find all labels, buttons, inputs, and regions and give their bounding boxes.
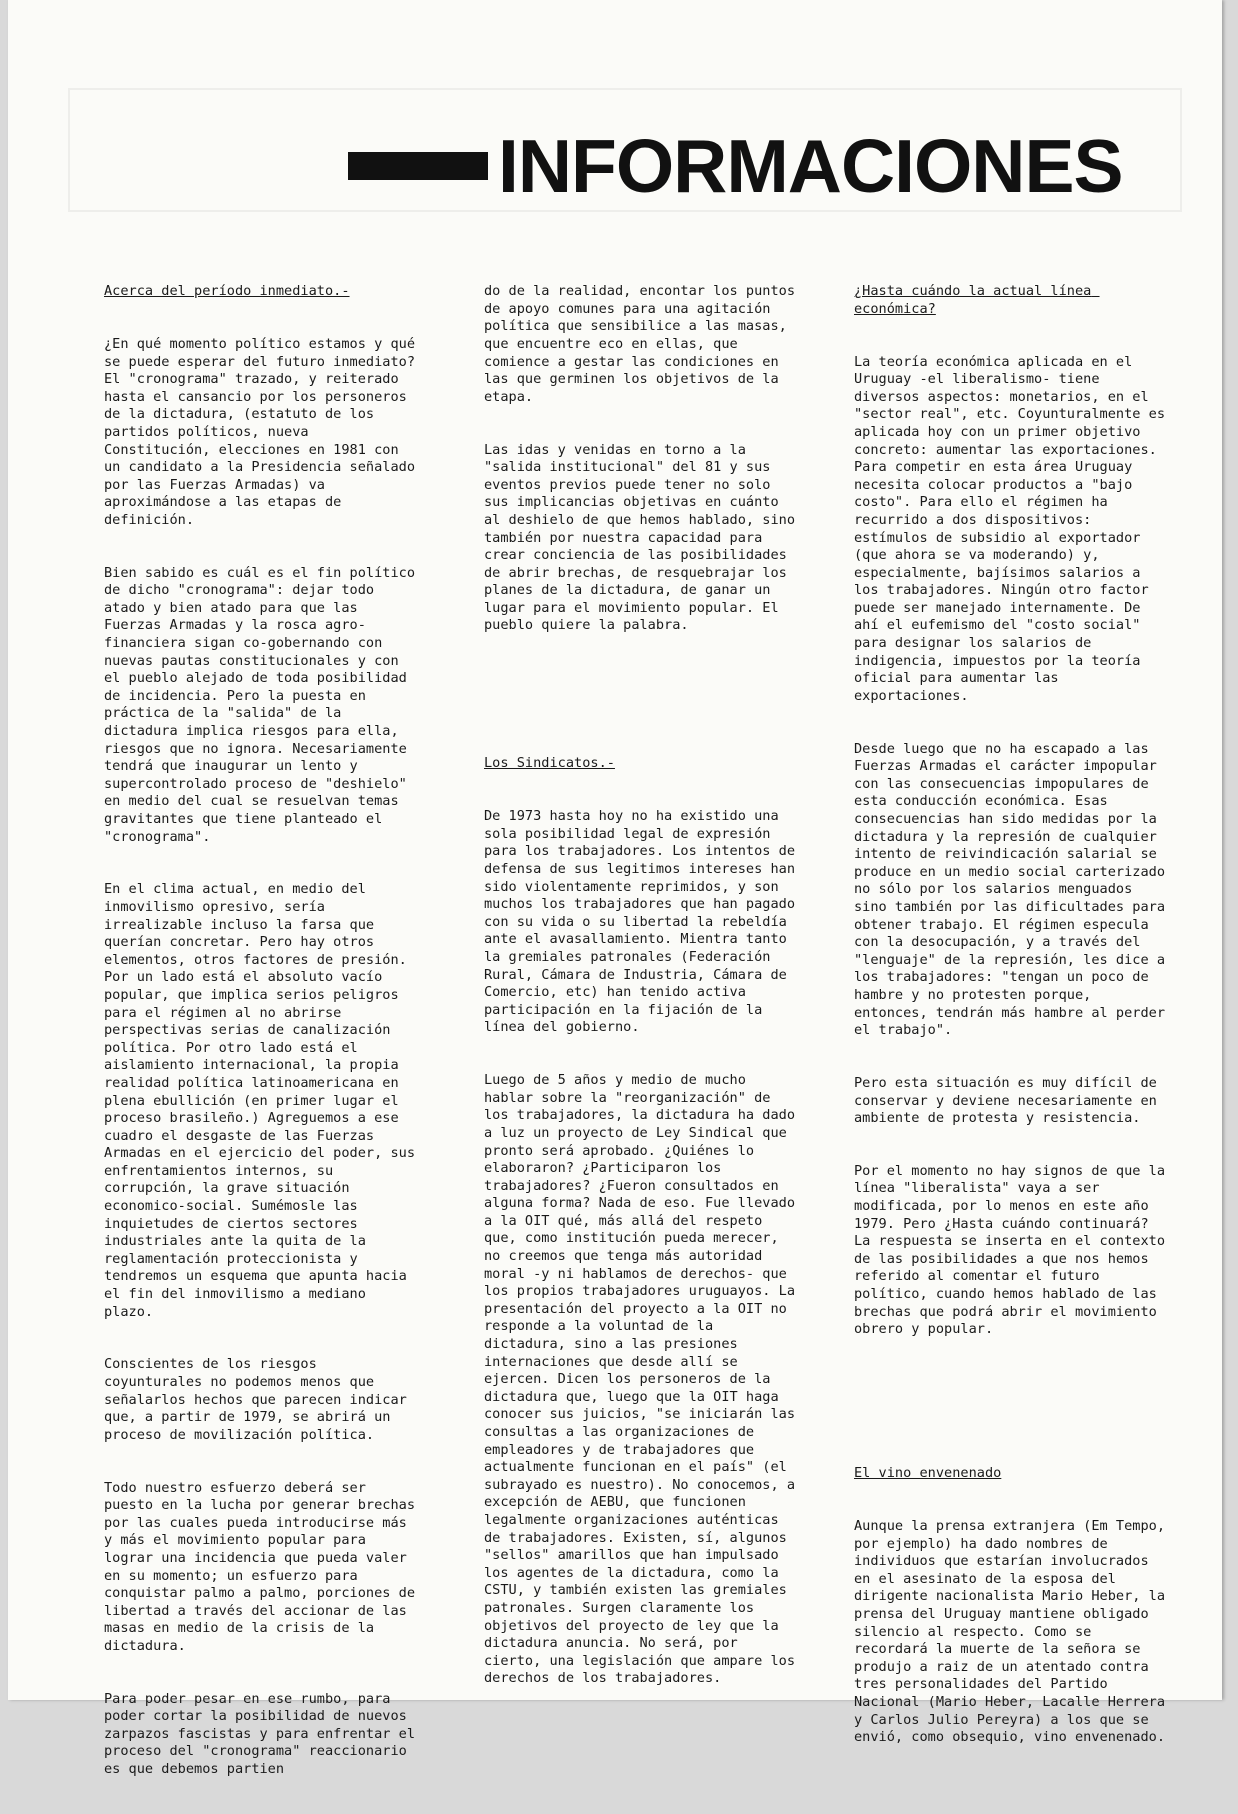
paragraph: ¿En qué momento político estamos y qué se puede esperar del futuro inmediato? El "cronograma" trazado, y reiterado hasta el cansancio por los personeros de la dictadura, (estatuto de los partidos políticos, nueva Constitución, elecciones en 1981 con un candidato a la Presidencia señalado por las Fuerzas Armadas) va aproximándose a las etapas de definición. <box>104 335 424 528</box>
paragraph: Para poder pesar en ese rumbo, para poder cortar la posibilidad de nuevos zarpazos fascistas y para enfrentar el proceso del "cronograma" reaccionario es que debemos partien <box>104 1690 424 1778</box>
column-2 <box>484 248 804 1723</box>
paragraph: En el clima actual, en medio del inmovilismo opresivo, sería irrealizable incluso la farsa que querían concretar. Pero hay otros elementos, otros factores de presión. Por un lado está el absoluto vacío popular, que implica serios peligros para el régimen al no abrirse perspectivas serias de canalización política. Por otro lado está el aislamiento internacional, la propia realidad política latinoamericana en plena ebullición (en primer lugar el proceso brasileño.) Agreguemos a ese cuadro el desgaste de las Fuerzas Armadas en el ejercicio del poder, sus enfrentamientos internos, su corrupción, la grave situación economico-social. Sumémosle las inquietudes de ciertos sectores industriales ante la quita de la reglamentación proteccionista y tendremos un esquema que apunta hacia el fin del inmovilismo a mediano plazo. <box>104 881 424 1320</box>
paragraph: Desde luego que no ha escapado a las Fuerzas Armadas el carácter impopular con las consecuencias impopulares de esta conducción económica. Esas consecuencias han sido medidas por la dictadura y la represión de cualquier intento de reivindicación salarial se produce en un medio social carterizado no sólo por los salarios menguados sino también por las dificultades para obtener trabajo. El régimen especula con la desocupación, y a través del "lenguaje" de la represión, les dice a los trabajadores: "tengan un poco de hambre y no protesten porque, entonces, tendrán más hambre al perder el trabajo". <box>854 740 1174 1039</box>
paragraph-continued: do de la realidad, encontar los puntos de apoyo comunes para una agitación política que sensibilice a las masas, que encuentre eco en ellas, que comience a gestar las condiciones en las que germinen los objetivos de la etapa. <box>484 283 804 405</box>
paragraph: Las idas y venidas en torno a la "salida institucional" del 81 y sus eventos previos puede tener no solo sus implicancias objetivas en cuánto al deshielo de que hemos hablado, sino también por nuestra capacidad para crear conciencia de las posibilidades de abrir brechas, de resquebrajar los planes de la dictadura, de ganar un lugar para el movimiento popular. El pueblo quiere la palabra. <box>484 441 804 634</box>
paragraph: De 1973 hasta hoy no ha existido una sola posibilidad legal de expresión para los trabajadores. Los intentos de defensa de sus legitimos intereses han sido violentamente reprimidos, y son muchos los trabajadores que han pagado con su vida o su libertad la rebeldía ante el avasallamiento. Mientra tanto la gremiales patronales (Federación Rural, Cámara de Industria, Cámara de Comercio, etc) han tenido activa participación en la fijación de la línea del gobierno. <box>484 808 804 1036</box>
column-1 <box>104 248 424 1814</box>
paragraph: Luego de 5 años y medio de mucho hablar sobre la "reorganización" de los trabajadores, la dictadura ha dado a luz un proyecto de Ley Sindical que pronto será aprobado. ¿Quiénes lo elaboraron? ¿Participaron los trabajadores? ¿Fueron consultados en alguna forma? Nada de eso. Fue llevado a la OIT qué, más allá del respeto que, como institución pueda merecer, no creemos que tenga más autoridad moral -y ni hablamos de derechos- que los propios trabajadores uruguayos. La presentación del proyecto a la OIT no responde a la voluntad de la dictadura, sino a las presiones internaciones que desde allí se ejercen. Dicen los personeros de la dictadura que, luego que la OIT haga conocer sus juicios, "se iniciarán las consultas a las organizaciones de empleadores y de trabajadores que actualmente funcionan en el país" (el subrayado es nuestro). No conocemos, a excepción de AEBU, que funcionen legalmente organizaciones auténticas de trabajadores. Existen, sí, algunos "sellos" amarillos que han impulsado los agentes de la dictadura, como la CSTU, y también existen las gremiales patronales. Surgen claramente los objetivos del proyecto de ley que la dictadura anuncia. No será, por cierto, una legislación que ampare los derechos de los trabajadores. <box>484 1072 804 1687</box>
masthead <box>348 118 1123 214</box>
paragraph: Todo nuestro esfuerzo deberá ser puesto en la lucha por generar brechas por las cuales pueda introducirse más y más el movimiento popular para lograr una incidencia que pueda valer en su momento; un esfuerzo para conquistar palmo a palmo, porciones de libertad a través del accionar de las masas en medio de la crisis de la dictadura. <box>104 1479 424 1654</box>
column-3 <box>854 248 1174 1782</box>
paragraph: Aunque la prensa extranjera (Em Tempo, por ejemplo) ha dado nombres de individuos que estarían involucrados en el asesinato de la esposa del dirigente nacionalista Mario Heber, la prensa del Uruguay mantiene obligado silencio al respecto. Como se recordará la muerte de la señora se produjo a raiz de un atentado contra tres personalidades del Partido Nacional (Mario Heber, Lacalle Herrera y Carlos Julio Pereyra) a los que se envió, como obsequio, vino envenenado. <box>854 1517 1174 1746</box>
section-heading-linea-economica: ¿Hasta cuándo la actual línea económica? <box>854 283 1100 317</box>
paragraph: La teoría económica aplicada en el Uruguay -el liberalismo- tiene diversos aspectos: monetarios, en el "sector real", etc. Coyunturalmente es aplicada hoy con un primer objetivo concreto: aumentar las exportaciones. Para competir en esta área Uruguay necesita colocar productos a "bajo costo". Para ello el régimen ha recurrido a dos dispositivos: estímulos de subsidio al exportador (que ahora se va moderando) y, especialmente, bajísimos salarios a los trabajadores. Ningún otro factor puede ser manejado internamente. De ahí el eufemismo del "costo social" para designar los salarios de indigencia, impuestos por la teoría oficial para aumentar las exportaciones. <box>854 353 1174 704</box>
section-heading-vino-envenenado: El vino envenenado <box>854 1465 1002 1482</box>
title-bar-decoration <box>348 152 488 180</box>
section-heading-periodo: Acerca del período inmediato.- <box>104 283 350 300</box>
newsletter-page <box>8 0 1222 1778</box>
paragraph: Bien sabido es cuál es el fin político de dicho "cronograma": dejar todo atado y bien atado para que las Fuerzas Armadas y la rosca agro-financiera sigan co-gobernando con nuevas pautas constitucionales y con el pueblo alejado de toda posibilidad de incidencia. Pero la puesta en práctica de la "salida" de la dictadura implica riesgos para ella, riesgos que no ignora. Necesariamente tendrá que inaugurar un lento y supercontrolado proceso de "deshielo" en medio del cual se resuelvan temas gravitantes que tiene planteado el "cronograma". <box>104 564 424 845</box>
section-heading-sindicatos: Los Sindicatos.- <box>484 755 615 772</box>
paragraph: Conscientes de los riesgos coyunturales no podemos menos que señalarlos hechos que parecen indicar que, a partir de 1979, se abrirá un proceso de movilización política. <box>104 1356 416 1443</box>
paragraph: Pero esta situación es muy difícil de conservar y deviene necesariamente en ambiente de protesta y resistencia. <box>854 1074 1166 1127</box>
page-title: INFORMACIONES <box>498 123 1123 208</box>
paragraph: Por el momento no hay signos de que la línea "liberalista" vaya a ser modificada, por lo menos en este año 1979. Pero ¿Hasta cuándo continuará? La respuesta se inserta en el contexto de las posibilidades a que nos hemos referido al comentar el futuro político, cuando hemos hablado de las brechas que podrá abrir el movimiento obrero y popular. <box>854 1162 1174 1338</box>
